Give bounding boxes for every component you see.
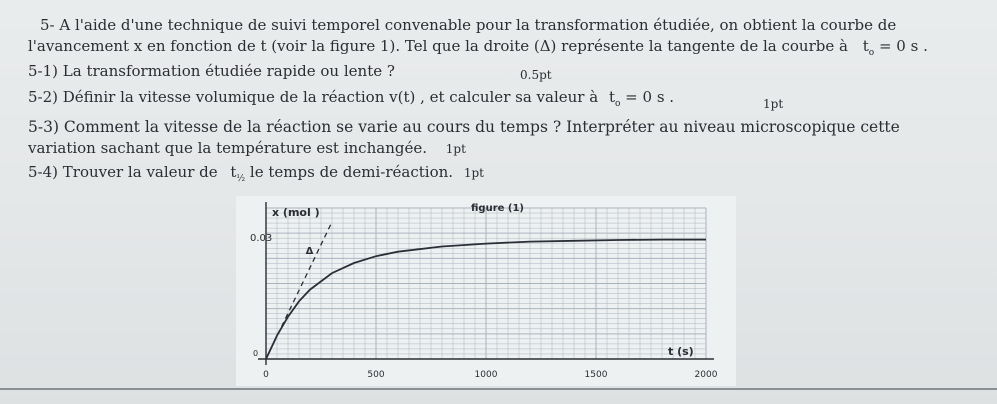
question-5-2-t0: $t_o$ [608, 88, 621, 109]
question-5-line-1: 5- A l'aide d'une technique de suivi temporel convenable pour la transformation étudiée, on obtient la courbe de [40, 16, 897, 34]
y-tick-label: 0.03 [250, 233, 273, 244]
x-tick-label: 500 [367, 370, 385, 380]
x-tick-label: 0 [263, 370, 269, 380]
x-tick-label: 1500 [584, 370, 608, 380]
t0-value: = 0 s . [874, 37, 928, 55]
question-5-2-text: 5-2) Définir la vitesse volumique de la réaction v(t) , et calculer sa valeur à [28, 88, 599, 106]
t0-symbol: $t_o$ [862, 37, 875, 58]
chart-title: figure (1) [471, 203, 524, 214]
question-5-3-line-2 [28, 139, 466, 158]
question-5-3-line-1: 5-3) Comment la vitesse de la réaction se varie au cours du temps ? Interpréter au niveau microscopique cette [28, 118, 900, 136]
question-5-2-value: = 0 s . [620, 88, 675, 106]
x-tick-label: 1000 [474, 370, 498, 380]
question-5-2-points: 1pt [763, 97, 784, 111]
question-5-line-2 [28, 37, 928, 62]
tangent-label: Δ [305, 246, 314, 258]
figure-1-chart [236, 196, 736, 386]
t-half-symbol: $t_{\frac{1}{2}}$ [230, 163, 246, 184]
y-axis-label: x (mol ) [272, 206, 320, 219]
question-5-2 [28, 88, 674, 113]
question-5-1-points: 0.5pt [520, 68, 552, 82]
x-axis-label: t (s) [668, 345, 694, 358]
question-5-3-text: variation sachant que la température est inchangée. [28, 139, 427, 157]
question-5-1: 5-1) La transformation étudiée rapide ou lente ? [28, 62, 395, 80]
question-5-4 [28, 163, 484, 188]
question-5-4-points: 1pt [463, 166, 484, 180]
question-5-4-text-a: 5-4) Trouver la valeur de [28, 163, 218, 181]
chart-grid [266, 208, 706, 359]
x-tick-label: 2000 [694, 370, 718, 380]
question-5-line-2-text: l'avancement x en fonction de t (voir la figure 1). Tel que la droite (Δ) représente la tangente de la courbe à [28, 37, 848, 55]
question-5-3-points: 1pt [445, 142, 466, 156]
y-tick-label: 0 [253, 349, 259, 358]
question-5-4-text-b: le temps de demi-réaction. [245, 163, 454, 181]
page-bottom-rule [0, 388, 997, 390]
